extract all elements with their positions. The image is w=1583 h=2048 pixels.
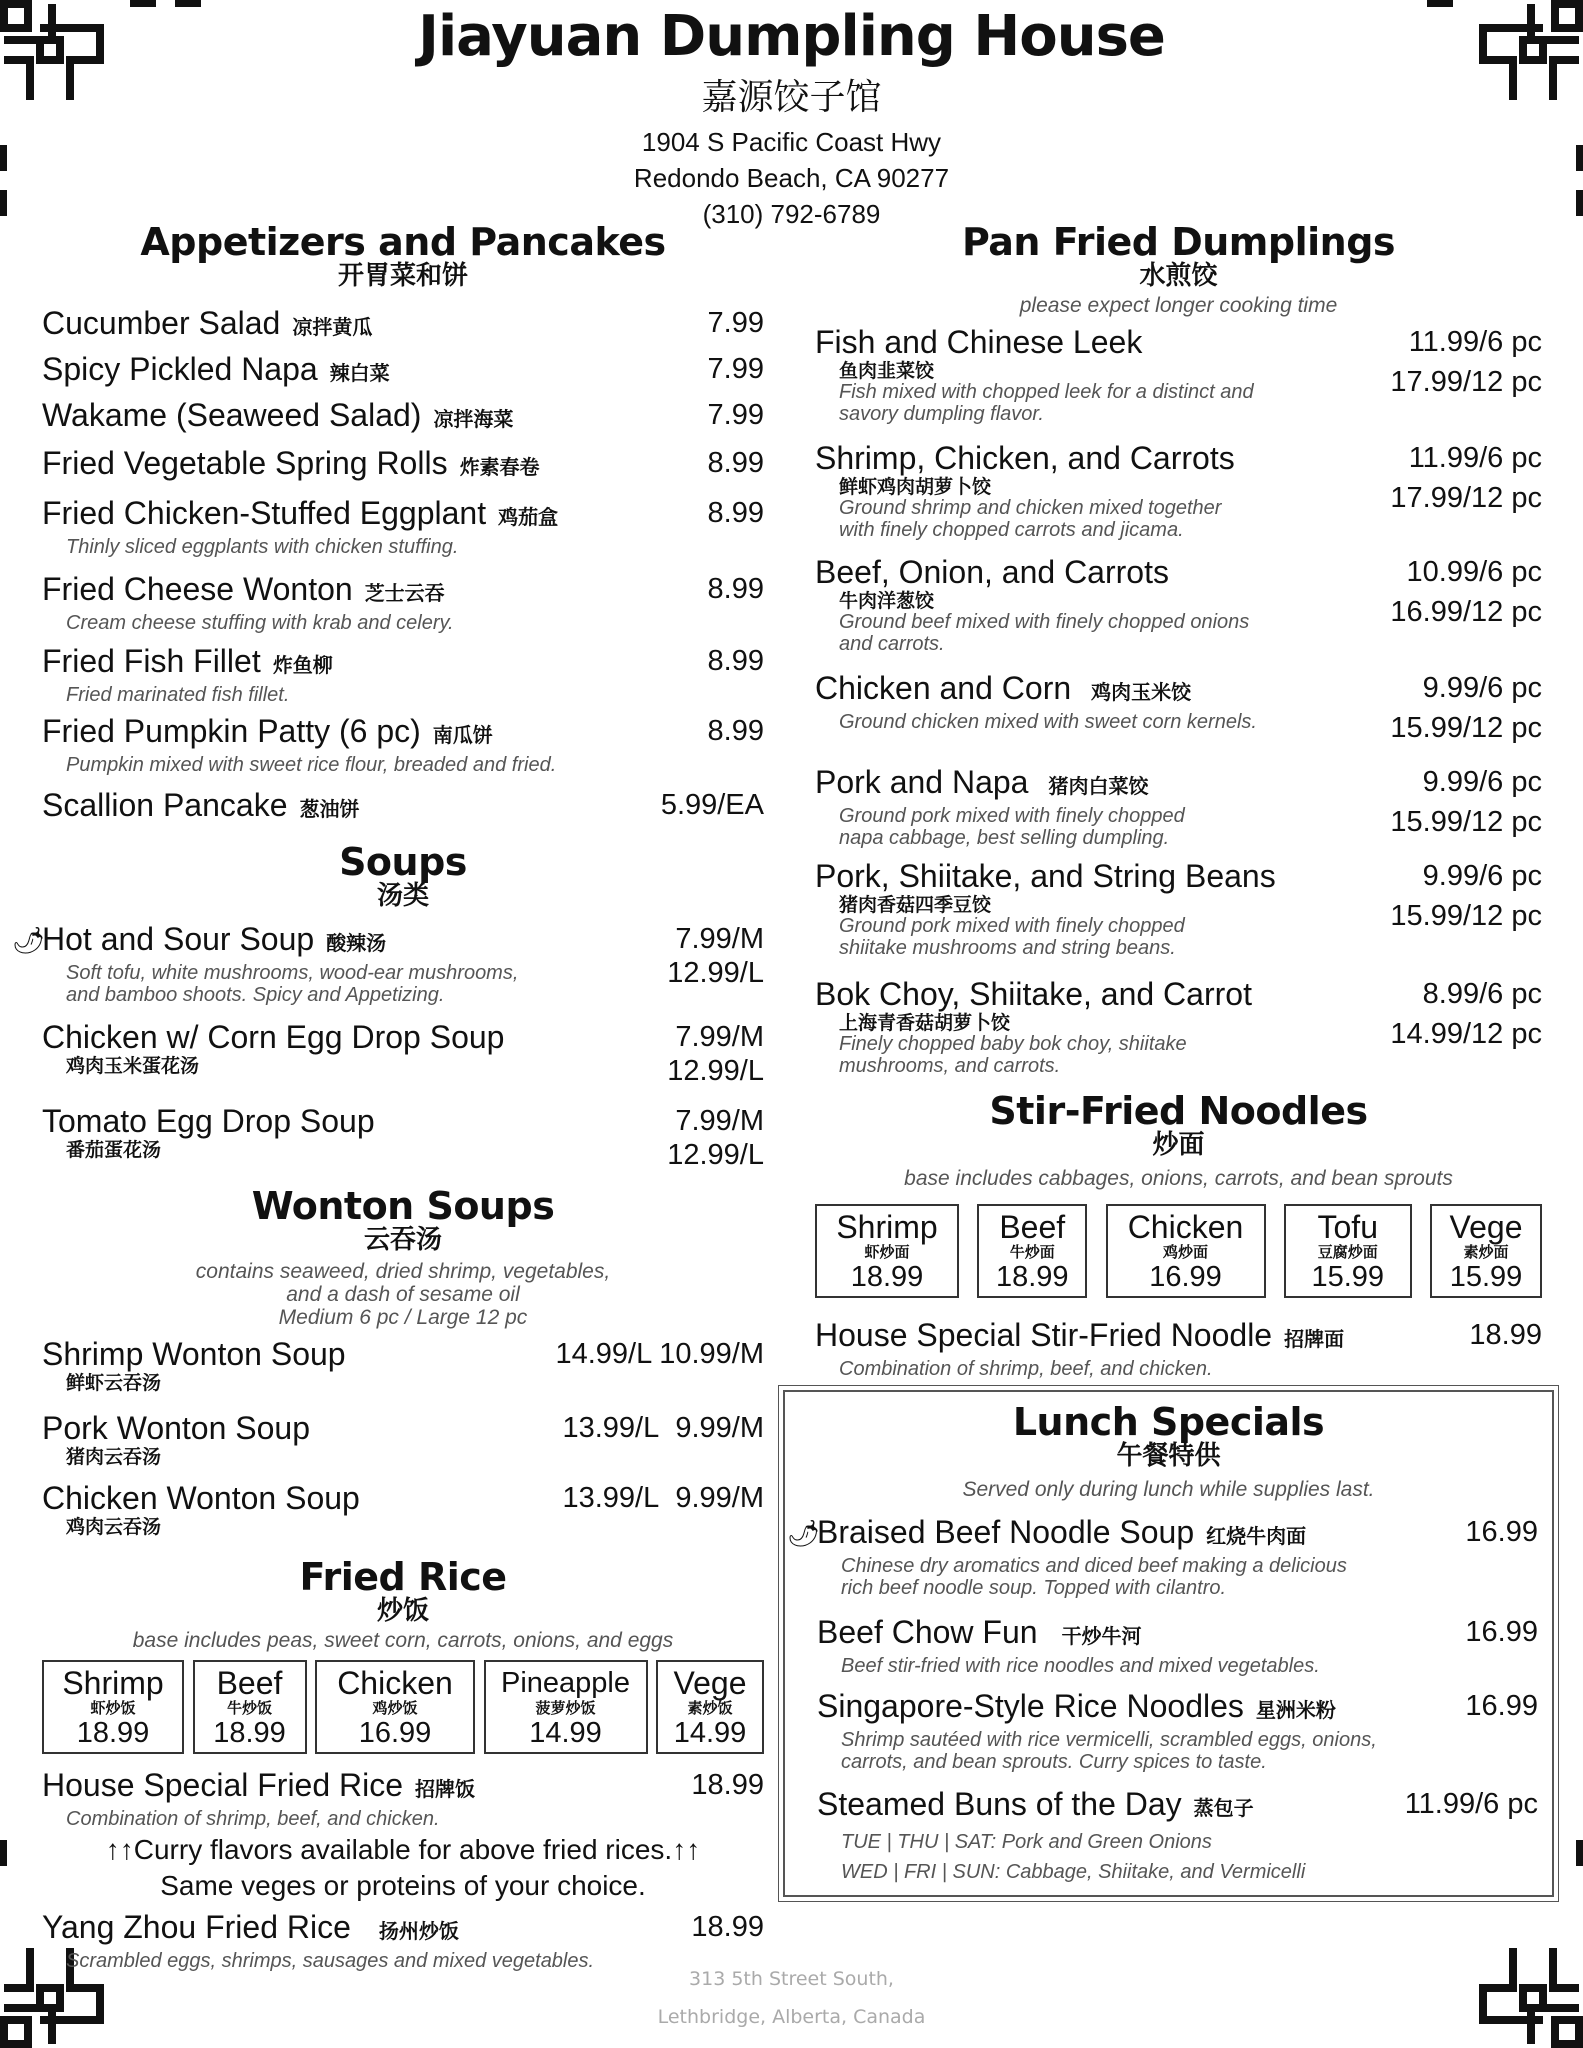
section-note: please expect longer cooking time xyxy=(1019,294,1338,317)
item-price: 8.99 xyxy=(707,573,764,605)
menu-item xyxy=(42,786,764,830)
curry-note: ↑↑Curry flavors available for above fried rices.↑↑ xyxy=(105,1834,701,1865)
item-name: House Special Fried Rice xyxy=(42,1767,404,1803)
item-price: 18.99 xyxy=(691,1769,764,1801)
option-box xyxy=(815,1204,959,1298)
menu-item xyxy=(815,323,1542,439)
border-dash xyxy=(0,1840,7,1866)
item-description: and carrots. xyxy=(839,633,945,655)
option-name: Chicken xyxy=(337,1665,453,1701)
item-price-medium: 9.99/M xyxy=(675,1482,764,1514)
option-price: 16.99 xyxy=(1149,1261,1222,1293)
item-description: Fried marinated fish fillet. xyxy=(66,684,290,706)
item-name: Scallion Pancake xyxy=(42,787,288,823)
option-name: Chicken xyxy=(1127,1209,1244,1245)
item-name-cn: 上海青香菇胡萝卜饺 xyxy=(839,1012,1011,1034)
menu-item xyxy=(815,669,1542,763)
menu-item xyxy=(815,439,1542,553)
item-price: 7.99 xyxy=(707,399,764,431)
item-price-12pc: 17.99/12 pc xyxy=(1390,366,1542,398)
item-price-6pc: 9.99/6 pc xyxy=(1422,672,1542,704)
item-name-cn: 鸡茄盒 xyxy=(498,505,559,529)
item-name: Yang Zhou Fried Rice xyxy=(42,1909,351,1945)
item-name: Fried Pumpkin Patty (6 pc) xyxy=(42,713,421,749)
restaurant-name-cn: 嘉源饺子馆 xyxy=(701,77,882,118)
menu-item xyxy=(815,857,1542,975)
item-name-cn: 南瓜饼 xyxy=(432,723,493,747)
footer-line-2: Lethbridge, Alberta, Canada xyxy=(657,2006,926,2028)
option-price: 16.99 xyxy=(358,1717,432,1749)
menu-item xyxy=(42,1335,764,1409)
item-description: Ground pork mixed with finely chopped xyxy=(839,805,1185,827)
item-name-cn: 扬州炒饭 xyxy=(378,1919,459,1943)
option-price: 14.99 xyxy=(673,1717,747,1749)
menu-item xyxy=(815,1316,1542,1380)
option-name-cn: 牛炒面 xyxy=(1009,1243,1055,1261)
option-box xyxy=(977,1204,1087,1298)
item-name-cn: 凉拌海菜 xyxy=(433,407,514,431)
footer-address xyxy=(0,1960,1583,2036)
footer-line-1: 313 5th Street South, xyxy=(689,1968,894,1990)
item-name-cn: 鲜虾云吞汤 xyxy=(66,1372,162,1394)
item-price-medium: 9.99/M xyxy=(675,1412,764,1444)
item-description: savory dumpling flavor. xyxy=(839,403,1044,425)
section-title: Lunch Specials xyxy=(1012,1400,1325,1444)
option-box xyxy=(1284,1204,1412,1298)
item-name-cn: 鸡肉云吞汤 xyxy=(66,1516,162,1538)
item-description: rich beef noodle soup. Topped with cilantro. xyxy=(841,1577,1227,1599)
item-price-medium: 7.99/M xyxy=(675,1105,764,1137)
option-name: Shrimp xyxy=(62,1665,164,1701)
item-name: Tomato Egg Drop Soup xyxy=(42,1103,375,1139)
section-title-cn: 汤类 xyxy=(376,881,429,911)
section-title: Pan Fried Dumplings xyxy=(961,220,1396,264)
item-description: shiitake mushrooms and string beans. xyxy=(839,937,1176,959)
item-price-large: 13.99/L xyxy=(562,1482,660,1514)
section-title: Soups xyxy=(339,840,467,884)
item-price: 18.99 xyxy=(691,1911,764,1943)
item-name: Hot and Sour Soup xyxy=(42,921,315,957)
option-name-cn: 鸡炒面 xyxy=(1162,1243,1208,1261)
item-name: Fried Vegetable Spring Rolls xyxy=(42,445,448,481)
chili-pepper-icon: 🌶 xyxy=(787,1519,821,1549)
item-name: Pork and Napa xyxy=(815,764,1029,800)
noodle-options xyxy=(815,1204,1542,1298)
item-name-cn: 炸素春卷 xyxy=(459,455,540,479)
menu-item xyxy=(815,763,1542,857)
menu-item xyxy=(42,712,764,786)
item-name: Singapore-Style Rice Noodles xyxy=(817,1688,1244,1724)
section-title: Fried Rice xyxy=(299,1555,507,1599)
item-name-cn: 星洲米粉 xyxy=(1255,1698,1336,1722)
item-description: with finely chopped carrots and jicama. xyxy=(839,519,1184,541)
item-name-cn: 鸡肉玉米饺 xyxy=(1091,680,1192,704)
item-description: Ground chicken mixed with sweet corn kernels. xyxy=(839,711,1257,733)
section-title-cn: 云吞汤 xyxy=(363,1225,442,1255)
item-description: and bamboo shoots. Spicy and Appetizing. xyxy=(66,984,445,1006)
option-name-cn: 鸡炒饭 xyxy=(372,1699,418,1717)
item-price: 7.99 xyxy=(707,307,764,339)
right-column xyxy=(787,220,1542,1897)
option-name: Beef xyxy=(999,1209,1066,1245)
wonton-section xyxy=(42,1186,764,1547)
item-description: napa cabbage, best selling dumpling. xyxy=(839,827,1170,849)
item-price-large: 12.99/L xyxy=(667,1139,764,1171)
item-name-cn: 鲜虾鸡肉胡萝卜饺 xyxy=(839,476,992,498)
item-description: Combination of shrimp, beef, and chicken. xyxy=(839,1358,1213,1380)
option-price: 14.99 xyxy=(529,1717,602,1749)
item-name: House Special Stir-Fried Noodle xyxy=(815,1317,1273,1353)
section-title: Wonton Soups xyxy=(251,1184,555,1228)
menu-item xyxy=(42,642,764,712)
item-name-cn: 鱼肉韭菜饺 xyxy=(839,360,935,382)
item-price-6pc: 8.99/6 pc xyxy=(1422,978,1542,1010)
item-name-cn: 红烧牛肉面 xyxy=(1206,1524,1307,1548)
item-name: Wakame (Seaweed Salad) xyxy=(42,397,422,433)
menu-item xyxy=(12,920,764,1018)
address-line-1: 1904 S Pacific Coast Hwy xyxy=(641,127,942,157)
item-name-cn: 招牌面 xyxy=(1284,1327,1345,1351)
item-name: Fried Cheese Wonton xyxy=(42,571,353,607)
lunch-specials-box xyxy=(783,1390,1554,1897)
item-description: Chinese dry aromatics and diced beef making a delicious xyxy=(841,1555,1347,1577)
item-name: Fried Chicken-Stuffed Eggplant xyxy=(42,495,487,531)
item-price: 16.99 xyxy=(1465,1516,1538,1548)
section-title-cn: 水煎饺 xyxy=(1139,261,1218,291)
section-title-cn: 午餐特供 xyxy=(1116,1441,1221,1471)
option-box xyxy=(1430,1204,1542,1298)
item-price: 18.99 xyxy=(1469,1319,1542,1351)
item-description: TUE | THU | SAT: Pork and Green Onions xyxy=(841,1831,1212,1853)
item-description: Shrimp sautéed with rice vermicelli, scrambled eggs, onions, xyxy=(841,1729,1377,1751)
item-name-cn: 猪肉香菇四季豆饺 xyxy=(839,894,992,916)
item-price: 8.99 xyxy=(707,715,764,747)
item-description: Cream cheese stuffing with krab and celery. xyxy=(66,612,454,634)
header xyxy=(0,0,1583,232)
item-name-cn: 葱油饼 xyxy=(299,797,360,821)
fried-rice-section xyxy=(42,1557,764,1974)
section-note: base includes cabbages, onions, carrots, and bean sprouts xyxy=(904,1167,1453,1190)
item-price-6pc: 9.99/6 pc xyxy=(1422,860,1542,892)
option-name-cn: 虾炒饭 xyxy=(90,1699,136,1717)
menu-item xyxy=(42,1409,764,1479)
option-price: 18.99 xyxy=(213,1717,286,1749)
item-description: Ground shrimp and chicken mixed together xyxy=(839,497,1222,519)
item-price-large: 12.99/L xyxy=(667,1055,764,1087)
item-description: Ground pork mixed with finely chopped xyxy=(839,915,1185,937)
option-name-cn: 素炒面 xyxy=(1463,1243,1509,1261)
item-name-cn: 炸鱼柳 xyxy=(272,653,333,677)
noodles-section xyxy=(815,1091,1542,1380)
option-name: Beef xyxy=(216,1665,283,1701)
option-name-cn: 素炒饭 xyxy=(687,1699,733,1717)
item-description: Soft tofu, white mushrooms, wood-ear mushrooms, xyxy=(66,962,519,984)
item-price-12pc: 16.99/12 pc xyxy=(1390,596,1542,628)
item-description: WED | FRI | SUN: Cabbage, Shiitake, and Vermicelli xyxy=(841,1861,1306,1883)
option-name-cn: 虾炒面 xyxy=(864,1243,910,1261)
section-title-cn: 开胃菜和饼 xyxy=(337,261,468,291)
option-name: Vege xyxy=(1449,1209,1523,1245)
item-price: 5.99/EA xyxy=(660,789,764,821)
section-title-cn: 炒面 xyxy=(1152,1130,1205,1160)
option-price: 18.99 xyxy=(76,1717,150,1749)
menu-item xyxy=(42,396,764,444)
restaurant-name: Jiayuan Dumpling House xyxy=(418,4,1165,69)
option-name: Shrimp xyxy=(836,1209,938,1245)
option-box xyxy=(484,1660,648,1754)
item-description: Fish mixed with chopped leek for a distinct and xyxy=(839,381,1254,403)
menu-item xyxy=(42,570,764,642)
item-price-large: 13.99/L xyxy=(562,1412,660,1444)
phone-number: (310) 792-6789 xyxy=(702,199,881,229)
item-price: 16.99 xyxy=(1465,1690,1538,1722)
address-line-2: Redondo Beach, CA 90277 xyxy=(633,163,950,193)
option-box xyxy=(315,1660,475,1754)
item-name-cn: 牛肉洋葱饺 xyxy=(839,590,935,612)
item-price-6pc: 10.99/6 pc xyxy=(1406,556,1542,588)
item-description: mushrooms, and carrots. xyxy=(839,1055,1061,1077)
item-name: Fried Fish Fillet xyxy=(42,643,261,679)
item-price: 8.99 xyxy=(707,645,764,677)
item-name: Beef, Onion, and Carrots xyxy=(815,554,1169,590)
menu-item xyxy=(817,1613,1538,1687)
section-title-cn: 炒饭 xyxy=(376,1596,429,1626)
item-description: Scrambled eggs, shrimps, sausages and mixed vegetables. xyxy=(66,1950,595,1972)
item-name-cn: 鸡肉玉米蛋花汤 xyxy=(66,1055,200,1077)
section-note: Served only during lunch while supplies last. xyxy=(962,1478,1375,1501)
item-description: carrots, and bean sprouts. Curry spices to taste. xyxy=(841,1751,1267,1773)
border-dash xyxy=(1576,1840,1583,1866)
option-box xyxy=(1106,1204,1266,1298)
item-name: Cucumber Salad xyxy=(42,305,281,341)
item-description: Pumpkin mixed with sweet rice flour, breaded and fried. xyxy=(66,754,557,776)
item-name: Spicy Pickled Napa xyxy=(42,351,318,387)
item-name: Fish and Chinese Leek xyxy=(815,324,1143,360)
menu-item xyxy=(815,975,1542,1091)
option-price: 15.99 xyxy=(1449,1261,1523,1293)
item-name: Braised Beef Noodle Soup xyxy=(817,1514,1195,1550)
item-name: Shrimp, Chicken, and Carrots xyxy=(815,440,1235,476)
section-note: contains seaweed, dried shrimp, vegetables, xyxy=(195,1260,611,1283)
item-price-12pc: 15.99/12 pc xyxy=(1390,900,1542,932)
item-price-medium: 7.99/M xyxy=(675,1021,764,1053)
item-name: Pork, Shiitake, and String Beans xyxy=(815,858,1276,894)
item-price: 16.99 xyxy=(1465,1616,1538,1648)
item-name: Chicken and Corn xyxy=(815,670,1072,706)
option-box xyxy=(42,1660,184,1754)
menu-item xyxy=(42,350,764,396)
item-name: Beef Chow Fun xyxy=(817,1614,1038,1650)
option-price: 15.99 xyxy=(1311,1261,1385,1293)
item-price-6pc: 9.99/6 pc xyxy=(1422,766,1542,798)
dumplings-section xyxy=(815,222,1542,1091)
menu-item xyxy=(817,1785,1538,1883)
item-description: Beef stir-fried with rice noodles and mixed vegetables. xyxy=(841,1655,1320,1677)
item-name-cn: 猪肉白菜饺 xyxy=(1048,774,1149,798)
item-name-cn: 蒸包子 xyxy=(1193,1796,1254,1820)
item-price-large: 14.99/L xyxy=(555,1338,652,1370)
item-name-cn: 酸辣汤 xyxy=(326,931,387,955)
item-description: Finely chopped baby bok choy, shiitake xyxy=(839,1033,1187,1055)
option-price: 18.99 xyxy=(850,1261,924,1293)
menu-item xyxy=(42,1102,764,1172)
menu-item xyxy=(42,494,764,570)
option-name-cn: 豆腐炒面 xyxy=(1317,1243,1378,1261)
menu-item xyxy=(815,553,1542,669)
menu-item xyxy=(42,444,764,494)
item-price-12pc: 17.99/12 pc xyxy=(1390,482,1542,514)
option-name: Tofu xyxy=(1317,1209,1378,1245)
item-price-12pc: 15.99/12 pc xyxy=(1390,806,1542,838)
item-price-12pc: 15.99/12 pc xyxy=(1390,712,1542,744)
chili-pepper-icon: 🌶 xyxy=(12,926,46,956)
option-name: Pineapple xyxy=(501,1667,630,1699)
fried-rice-options xyxy=(42,1660,764,1754)
option-box xyxy=(656,1660,764,1754)
item-name-cn: 番茄蛋花汤 xyxy=(66,1139,162,1161)
menu-item xyxy=(42,1479,764,1547)
item-price-large: 12.99/L xyxy=(667,957,764,989)
item-price-6pc: 11.99/6 pc xyxy=(1408,326,1542,358)
soups-section xyxy=(12,840,764,1172)
option-name-cn: 菠萝炒饭 xyxy=(535,1699,596,1717)
item-name-cn: 招牌饭 xyxy=(415,1777,476,1801)
item-name-cn: 干炒牛河 xyxy=(1061,1624,1142,1648)
section-note: and a dash of sesame oil xyxy=(286,1283,520,1306)
option-name: Vege xyxy=(673,1665,747,1701)
menu-item xyxy=(42,1018,764,1102)
item-name: Steamed Buns of the Day xyxy=(817,1786,1182,1822)
item-name-cn: 辣白菜 xyxy=(329,361,390,385)
item-name-cn: 凉拌黄瓜 xyxy=(292,315,373,339)
item-price: 8.99 xyxy=(707,497,764,529)
curry-note: Same veges or proteins of your choice. xyxy=(160,1870,646,1901)
section-title: Appetizers and Pancakes xyxy=(140,220,666,264)
item-price: 8.99 xyxy=(707,447,764,479)
menu-item xyxy=(42,304,764,350)
item-price: 11.99/6 pc xyxy=(1404,1788,1538,1820)
item-name: Chicken Wonton Soup xyxy=(42,1480,360,1516)
section-note: base includes peas, sweet corn, carrots, onions, and eggs xyxy=(132,1629,674,1652)
item-description: Ground beef mixed with finely chopped onions xyxy=(839,611,1250,633)
menu-item xyxy=(817,1687,1538,1785)
item-name: Chicken w/ Corn Egg Drop Soup xyxy=(42,1019,505,1055)
left-column xyxy=(12,220,764,1974)
item-price: 7.99 xyxy=(707,353,764,385)
item-name-cn: 猪肉云吞汤 xyxy=(66,1446,162,1468)
item-price-12pc: 14.99/12 pc xyxy=(1390,1018,1542,1050)
option-name-cn: 牛炒饭 xyxy=(226,1699,272,1717)
item-name: Shrimp Wonton Soup xyxy=(42,1336,346,1372)
item-price-medium: 10.99/M xyxy=(659,1338,764,1370)
item-name: Bok Choy, Shiitake, and Carrot xyxy=(815,976,1252,1012)
section-note: Medium 6 pc / Large 12 pc xyxy=(278,1306,528,1329)
item-description: Thinly sliced eggplants with chicken stuffing. xyxy=(66,536,459,558)
menu-item xyxy=(42,1766,764,1832)
option-price: 18.99 xyxy=(995,1261,1069,1293)
item-name: Pork Wonton Soup xyxy=(42,1410,311,1446)
menu-item xyxy=(787,1513,1538,1613)
section-title: Stir-Fried Noodles xyxy=(989,1089,1368,1133)
item-price-medium: 7.99/M xyxy=(675,923,764,955)
item-description: Combination of shrimp, beef, and chicken. xyxy=(66,1808,440,1830)
option-box xyxy=(193,1660,307,1754)
appetizers-section xyxy=(42,222,764,830)
item-name-cn: 芝士云吞 xyxy=(364,581,445,605)
item-price-6pc: 11.99/6 pc xyxy=(1408,442,1542,474)
